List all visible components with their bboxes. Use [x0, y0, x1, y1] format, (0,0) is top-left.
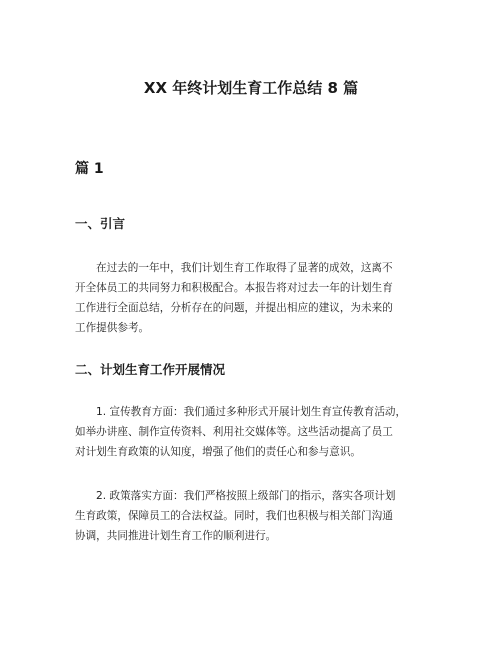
paragraph-line: 工作提供参考。 — [75, 322, 150, 334]
section-heading-work-status: 二、计划生育工作开展情况 — [75, 362, 226, 377]
paragraph-line: 如举办讲座、制作宣传资料、利用社交媒体等。这些活动提高了员工 — [75, 426, 393, 438]
paragraph-line: 1. 宣传教育方面：我们通过多种形式开展计划生育宣传教育活动， — [96, 406, 407, 418]
list-item-policy-implementation — [75, 486, 455, 546]
paragraph-line: 2. 政策落实方面：我们严格按照上级部门的指示，落实各项计划 — [96, 490, 396, 502]
paragraph-line: 在过去的一年中，我们计划生育工作取得了显著的成效，这离不 — [96, 262, 393, 274]
section-heading-introduction: 一、引言 — [75, 216, 126, 231]
paragraph-line: 协调，共同推进计划生育工作的顺利进行。 — [75, 530, 277, 542]
paragraph-line: 开全体员工的共同努力和积极配合。本报告将对过去一年的计划生育 — [75, 282, 393, 294]
paragraph-line: 工作进行全面总结，分析存在的问题，并提出相应的建议，为未来的 — [75, 302, 393, 314]
paragraph-line: 生育政策，保障员工的合法权益。同时，我们也积极与相关部门沟通 — [75, 510, 393, 522]
list-item-publicity-education — [75, 402, 455, 462]
part-heading: 篇 1 — [75, 161, 104, 177]
document-title: XX 年终计划生育工作总结 8 篇 — [143, 79, 359, 97]
introduction-paragraph — [75, 258, 455, 338]
paragraph-line: 对计划生育政策的认知度，增强了他们的责任心和参与意识。 — [75, 446, 362, 458]
